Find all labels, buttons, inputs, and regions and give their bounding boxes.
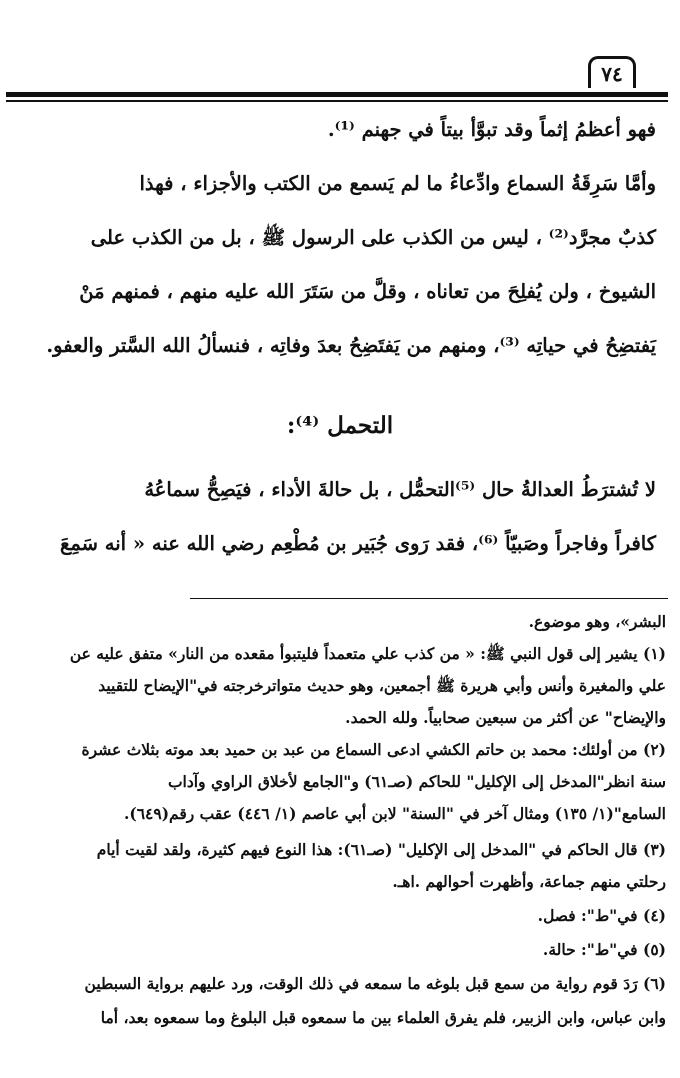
body-line-6: لا تُشترَطُ العدالةُ حال ⁽⁵⁾التحمُّل ، بل حالةَ الأداء ، فيَصِحُّ سماعُهُ [144,478,656,501]
footnote-line: (١) يشير إلى قول النبي ﷺ: « من كذب علي متعمداً فليتبوأ مقعده من النار» متفق عليه عن [69,644,666,663]
footnote-line: (٣) قال الحاكم في "المدخل إلى الإكليل" (صـ٦١): هذا النوع فيهم كثيرة، ولقد لقيت أيام [96,840,666,859]
footnote-line: (٤) في"ط": فصل. [537,906,666,925]
footnote-line: (٦) رَدَ قوم رواية من سمع قبل بلوغه ما سمعه في ذلك الوقت، ورد عليهم برواية السبطين [84,974,666,993]
body-line-4: الشيوخ ، ولن يُفلِحَ من تعاناه ، وقلَّ من سَتَرَ الله عليه منهم ، فمنهم مَنْ [79,280,656,303]
footnote-line: علي والمغيرة وأنس وأبي هريرة ﷺ أجمعين، وهو حديث متواترخرجته في"الإيضاح للتقييد [98,676,666,695]
header-rule-thin [6,100,668,102]
body-line-5: يَفتضِحُ في حياتِه ⁽³⁾، ومنهم من يَفتَضِحُ بعدَ وفاتِه ، فنسألُ الله السَّتر والعفو. [46,334,656,357]
footnote-line: رحلتي منهم جماعة، وأظهرت أحوالهم .اهـ. [392,872,666,891]
footnote-line: والإيضاح" عن أكثر من سبعين صحابياً. ولله الحمد. [345,708,666,727]
footnote-line: (٥) في"ط": حالة. [542,940,666,959]
section-heading: التحمل ⁽⁴⁾: [286,412,394,439]
footnote-line: البشر»، وهو موضوع. [528,612,666,631]
body-line-7: كافراً وفاجراً وصَبيّاً ⁽⁶⁾، فقد رَوى جُبَير بن مُطْعِم رضي الله عنه « أنه سَمِعَ [60,532,656,555]
footnote-line: وابن عباس، وابن الزبير، فلم يفرق العلماء بين ما سمعوه قبل البلوغ وما سمعوه بعد، أما [100,1008,666,1027]
footnote-line: سنة انظر"المدخل إلى الإكليل" للحاكم (صـ٦١) و"الجامع لأخلاق الراوي وآداب [167,772,666,791]
header-rule [6,92,668,97]
body-line-3: كذبٌ مجرَّد⁽²⁾ ، ليس من الكذب على الرسول ﷺ ، بل من الكذب على [90,226,656,249]
footnote-line: (٢) من أولئك: محمد بن حاتم الكشي ادعى السماع من عبد بن حميد بعد موته بثلاث عشرة [81,740,666,759]
body-line-1: فهو أعظمُ إثماً وقد تبوَّأ بيتاً في جهنم ⁽¹⁾. [327,118,656,141]
footnote-line: السامع"(١/ ١٣٥) ومثال آخر في "السنة" لابن أبي عاصم (١/ ٤٤٦) عقب رقم(٦٤٩). [124,804,666,823]
footnote-separator [190,598,668,599]
body-line-2: وأمَّا سَرِقَةُ السماع وادِّعاءُ ما لم يَسمع من الكتب والأجزاء ، فهذا [139,172,656,195]
page-number: ٧٤ [588,56,636,88]
